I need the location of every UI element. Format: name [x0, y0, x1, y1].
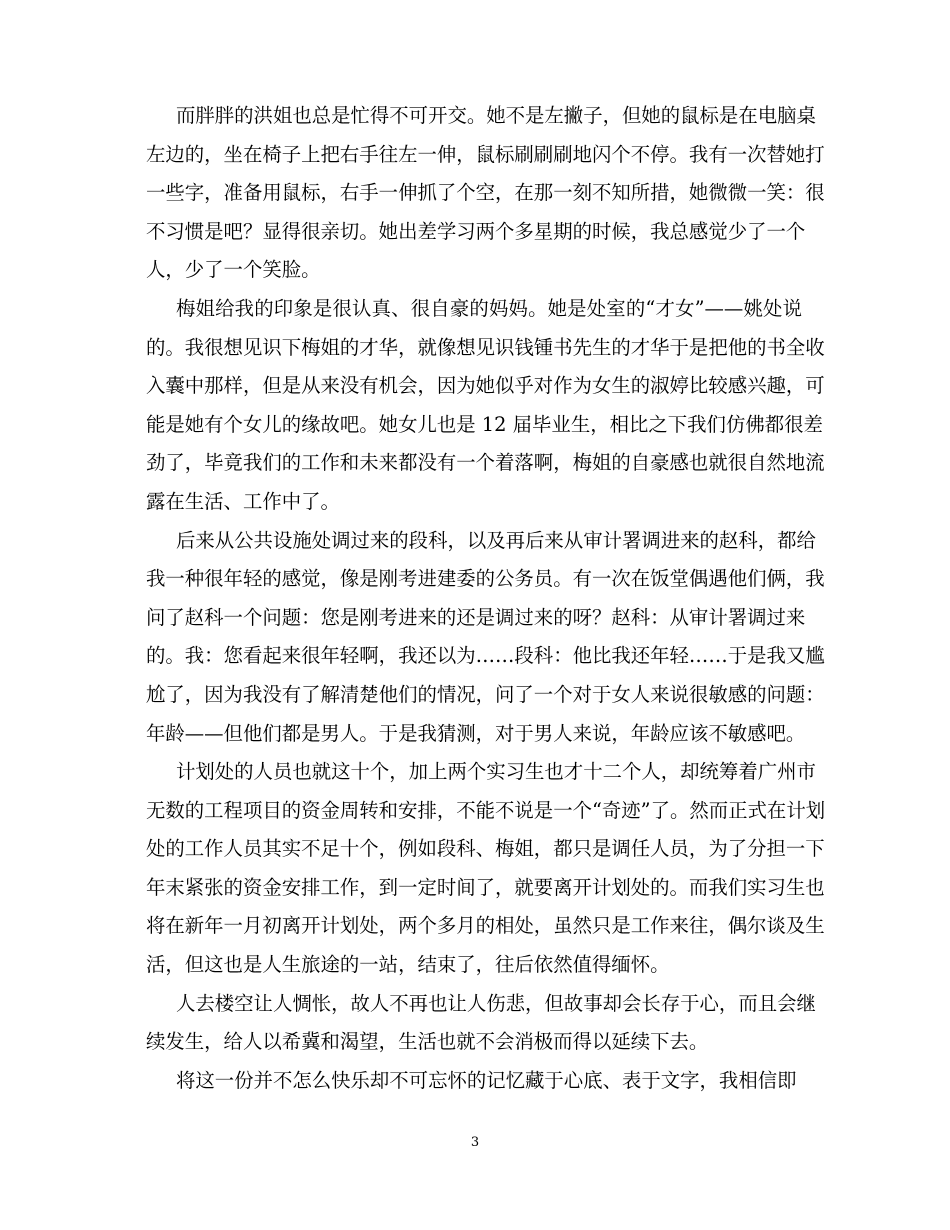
text-line: 劲了，毕竟我们的工作和未来都没有一个着落啊，梅姐的自豪感也就很自然地流	[146, 451, 825, 475]
text-line: 人，少了一个笑脸。	[146, 258, 321, 282]
text-line: 尬了，因为我没有了解清楚他们的情况，问了一个对于女人来说很敏感的问题：	[146, 682, 825, 706]
text-line: 活，但这也是人生旅途的一站，结束了，往后依然值得缅怀。	[146, 953, 670, 977]
text-line: 左边的，坐在椅子上把右手往左一伸，鼠标刷刷刷地闪个不停。我有一次替她打	[146, 142, 825, 166]
text-line: 续发生，给人以希冀和渴望，生活也就不会消极而得以延续下去。	[146, 1030, 709, 1054]
text-line: 一些字，准备用鼠标，右手一伸抓了个空，在那一刻不知所措，她微微一笑：很	[146, 181, 825, 205]
text-line: 将在新年一月初离开计划处，两个多月的相处，虽然只是工作来往，偶尔谈及生	[146, 914, 825, 938]
text-line: 我一种很年轻的感觉，像是刚考进建委的公务员。有一次在饭堂偶遇他们俩，我	[146, 567, 825, 591]
text-line: 能是她有个女儿的缘故吧。她女儿也是 12 届毕业生，相比之下我们仿佛都很差	[146, 412, 823, 436]
text-line: 露在生活、工作中了。	[146, 489, 340, 513]
text-line: 无数的工程项目的资金周转和安排，不能不说是一个“奇迹”了。然而正式在计划	[146, 798, 826, 822]
text-line: 梅姐给我的印象是很认真、很自豪的妈妈。她是处室的“才女”——姚处说	[176, 296, 802, 320]
text-line: 不习惯是吧？显得很亲切。她出差学习两个多星期的时候，我总感觉少了一个	[146, 219, 806, 243]
text-line: 入囊中那样，但是从来没有机会，因为她似乎对作为女生的淑婷比较感兴趣，可	[146, 374, 825, 398]
text-line: 的。我：您看起来很年轻啊，我还以为……段科：他比我还年轻……于是我又尴	[146, 644, 825, 668]
text-line: 将这一份并不怎么快乐却不可忘怀的记忆藏于心底、表于文字，我相信即	[176, 1068, 797, 1092]
page-number: 3	[470, 1135, 480, 1150]
text-line: 年末紧张的资金安排工作，到一定时间了，就要离开计划处的。而我们实习生也	[146, 875, 825, 899]
text-line: 问了赵科一个问题：您是刚考进来的还是调过来的呀？赵科：从审计署调过来	[146, 605, 806, 629]
text-line: 年龄——但他们都是男人。于是我猜测，对于男人来说，年龄应该不敏感吧。	[146, 721, 806, 745]
text-line: 的。我很想见识下梅姐的才华，就像想见识钱锺书先生的才华于是把他的书全收	[146, 335, 825, 359]
text-line: 后来从公共设施处调过来的段科，以及再后来从审计署调进来的赵科，都给	[176, 528, 816, 552]
text-body	[146, 97, 826, 1100]
text-line: 而胖胖的洪姐也总是忙得不可开交。她不是左撇子，但她的鼠标是在电脑桌	[176, 104, 816, 127]
text-line: 人去楼空让人惆怅，故人不再也让人伤悲，但故事却会长存于心，而且会继	[176, 991, 816, 1015]
text-line: 计划处的人员也就这十个，加上两个实习生也才十二个人，却统筹着广州市	[176, 760, 816, 784]
text-line: 处的工作人员其实不足十个，例如段科、梅姐，都只是调任人员，为了分担一下	[146, 837, 825, 861]
